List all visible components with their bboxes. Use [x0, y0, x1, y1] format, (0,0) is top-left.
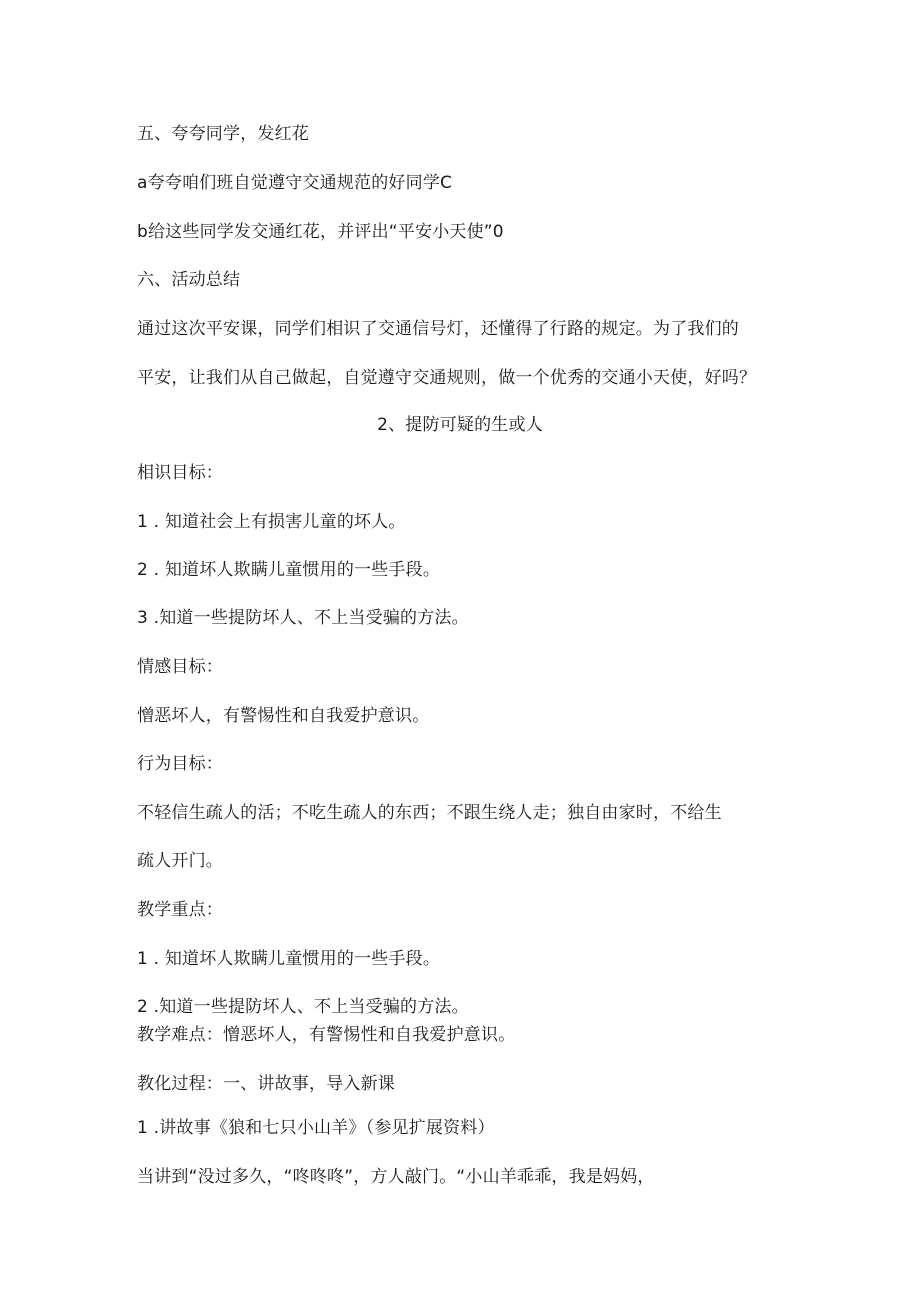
lesson-title: 2、提防可疑的生或人: [377, 415, 543, 435]
paragraph-line: 当讲到“没过多久，“咚咚咚”，方人敲门。“小山羊乖乖，我是妈妈，: [137, 1167, 655, 1187]
section-heading-knowledge-goals: 相识目标：: [137, 463, 223, 483]
list-item: 2 .知道一些提防坏人、不上当受骗的方法。: [137, 997, 469, 1017]
paragraph-line: a夸夸咱们班自觉遵守交通规范的好同学C: [137, 173, 453, 193]
paragraph-line: 平安，让我们从自己做起，自觉遵守交通规则，做一个优秀的交通小天使，好吗？: [137, 368, 757, 388]
section-heading-emotion-goals: 情感目标：: [137, 657, 223, 677]
list-item: 1 . 知道坏人欺瞒儿童惯用的一些手段。: [137, 949, 441, 969]
paragraph-line: b给这些同学发交通红花，并评出“平安小天使”0: [137, 222, 504, 242]
section-heading-behavior-goals: 行为目标：: [137, 754, 223, 774]
list-item: 1 . 知道社会上有损害儿童的坏人。: [137, 512, 406, 532]
list-item: 1 .讲故事《狼和七只小山羊》（参见扩展资料）: [137, 1118, 495, 1138]
paragraph-line: 通过这次平安课，同学们相识了交通信号灯，还懂得了行路的规定。为了我们的: [137, 319, 739, 339]
list-item: 3 .知道一些提防坏人、不上当受骗的方法。: [137, 608, 469, 628]
section-heading-key-points: 教学重点：: [137, 900, 223, 920]
section-heading-process: 教化过程：一、讲故事，导入新课: [137, 1074, 395, 1094]
list-item: 2 . 知道坏人欺瞒儿童惯用的一些手段。: [137, 560, 441, 580]
section-heading-praise: 五、夸夸同学，发红花: [137, 124, 309, 144]
paragraph-line-difficulty: 教学难点：憎恶坏人，有警惕性和自我爱护意识。: [137, 1025, 516, 1045]
paragraph-line: 不轻信生疏人的活；不吃生疏人的东西；不跟生绕人走；独自由家时，不给生: [137, 803, 722, 823]
paragraph-line: 疏人开门。: [137, 851, 223, 871]
paragraph-line: 憎恶坏人，有警惕性和自我爱护意识。: [137, 706, 430, 726]
section-heading-summary: 六、活动总结: [137, 270, 241, 290]
